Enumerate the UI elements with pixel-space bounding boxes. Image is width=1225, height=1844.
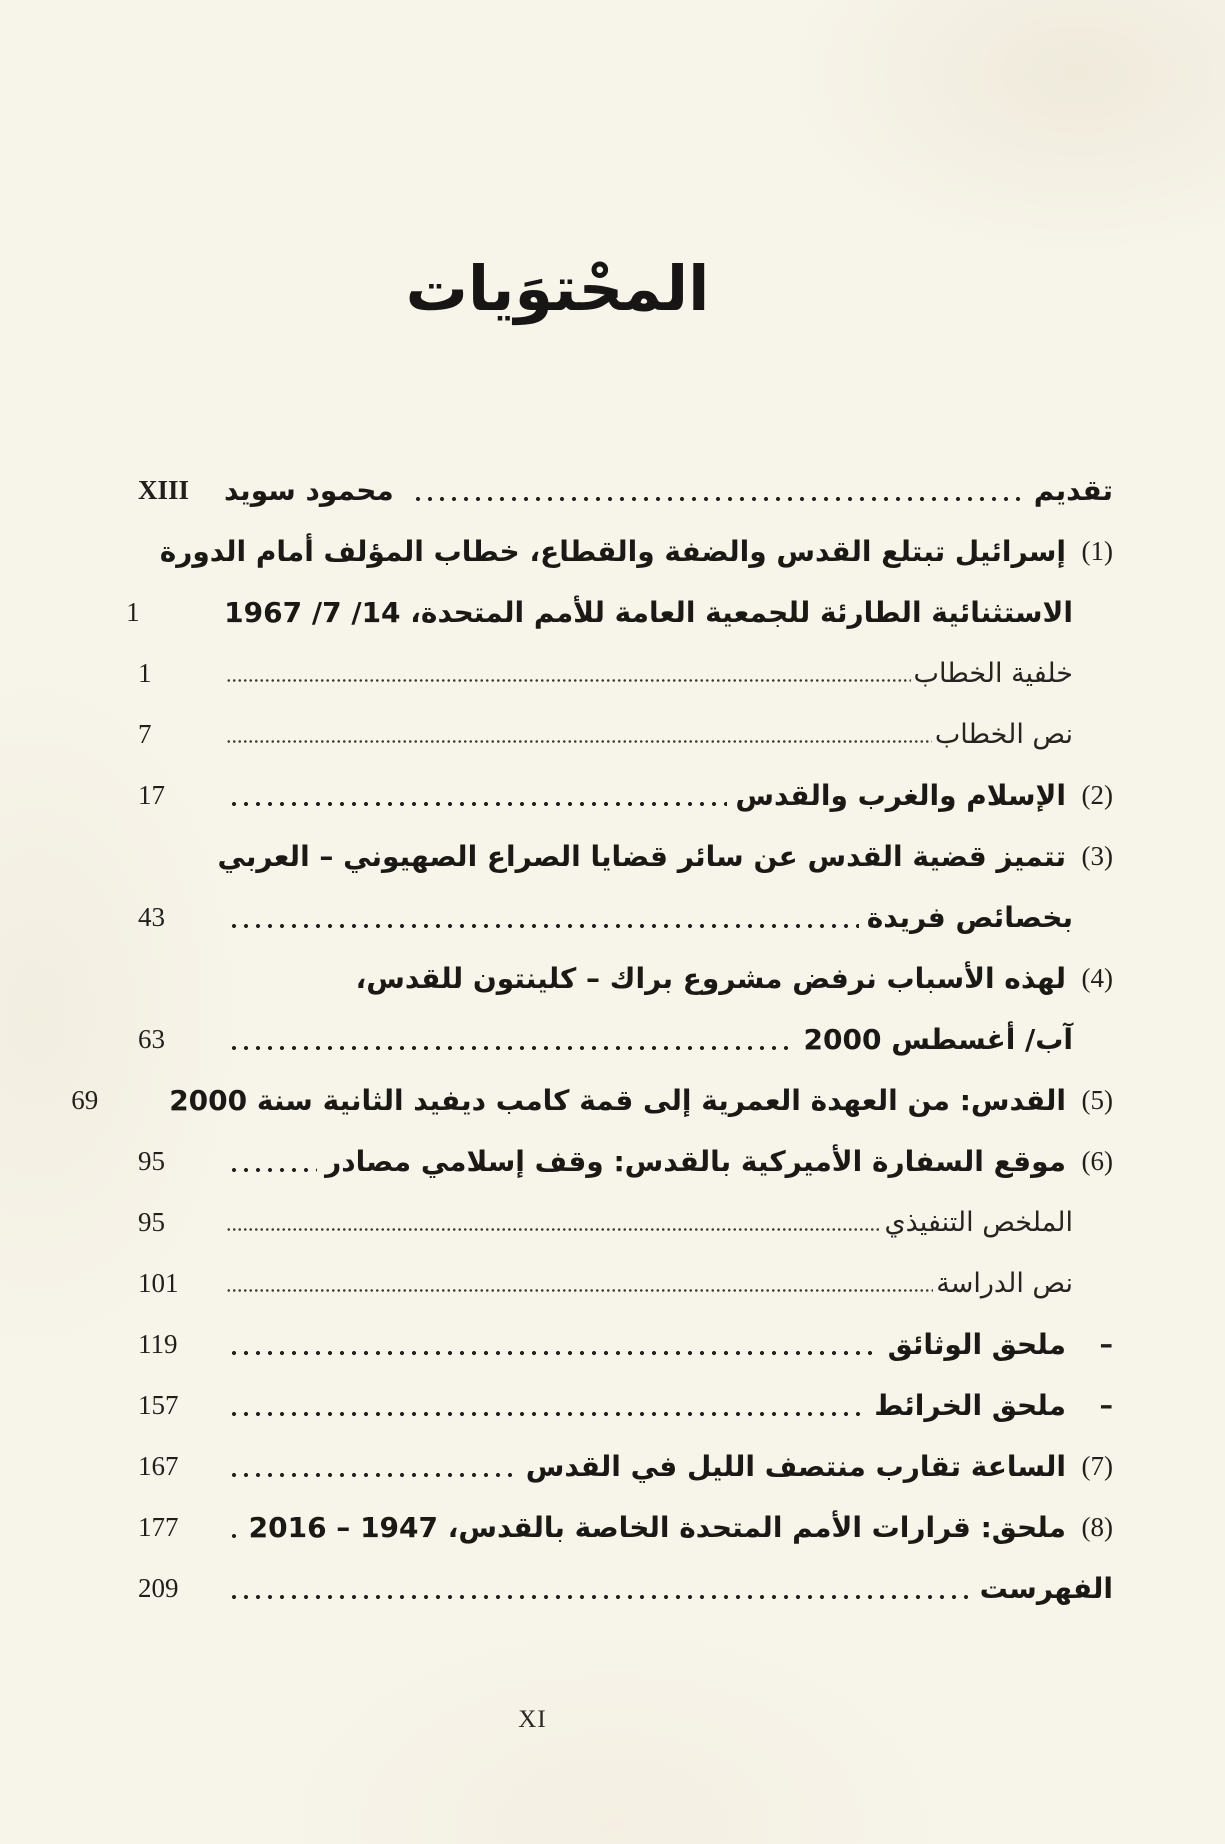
toc-row [126, 594, 1113, 631]
toc-row [138, 838, 1113, 875]
toc-item-title: نص الدراسة [936, 1268, 1073, 1299]
toc-item-title: موقع السفارة الأميركية بالقدس: وقف إسلامي مصادر [325, 1145, 1066, 1178]
toc-row [138, 1265, 1113, 1302]
page-title: المحْتوَيات [405, 252, 710, 325]
toc-item-page-number: 1 [138, 658, 152, 688]
leader-dots [228, 1455, 518, 1485]
toc-item-number: (6) [1081, 1146, 1113, 1176]
toc-item-number: (4) [1081, 963, 1113, 993]
toc-item-page-number: 209 [138, 1573, 179, 1603]
toc-row [138, 1509, 1113, 1546]
leader-dots [228, 1577, 972, 1607]
toc-item-page-number: 101 [138, 1268, 179, 1298]
toc-item-page-number: 177 [138, 1512, 179, 1542]
toc-item-page-number: 1 [126, 597, 140, 627]
toc-row [138, 1021, 1113, 1058]
toc-row [138, 1204, 1113, 1241]
toc-item-title: تتميز قضية القدس عن سائر قضايا الصراع الصهيوني – العربي [217, 840, 1066, 873]
toc-item-title: الملخص التنفيذي [884, 1207, 1073, 1238]
toc-item-page-number: 69 [71, 1085, 99, 1115]
leader-dots [226, 1211, 882, 1241]
leader-dots [228, 1516, 241, 1546]
toc-item-title: إسرائيل تبتلع القدس والضفة والقطاع، خطاب المؤلف أمام الدورة [159, 535, 1066, 568]
toc-row [138, 899, 1113, 936]
toc-row [138, 1326, 1113, 1363]
toc-row [138, 655, 1113, 692]
leader-dots [228, 1394, 866, 1424]
toc-row [138, 960, 1113, 997]
toc-item-title: الإسلام والغرب والقدس [735, 779, 1066, 812]
toc-item-page-number: 119 [138, 1329, 178, 1359]
toc-item-author: محمود سويد [224, 474, 394, 507]
toc-row [71, 1082, 1113, 1119]
toc-item-page-number: 157 [138, 1390, 179, 1420]
toc-item-page-number: 17 [138, 780, 165, 810]
leader-dots [228, 906, 859, 936]
leader-dots [228, 1150, 317, 1180]
toc-item-title: آب/ أغسطس 2000 [803, 1023, 1073, 1056]
toc-item-number: (1) [1081, 536, 1113, 566]
toc-item-number: (8) [1081, 1512, 1113, 1542]
leader-dots [412, 479, 1026, 509]
toc-item-page-number: 167 [138, 1451, 179, 1481]
toc-item-title: تقديم [1033, 474, 1113, 507]
toc-item-title: ملحق الخرائط [874, 1389, 1066, 1422]
toc-item-title: بخصائص فريدة [866, 901, 1073, 934]
leader-dots [228, 1028, 796, 1058]
toc-item-page-number: 95 [138, 1207, 165, 1237]
page-title-wrap [0, 252, 1170, 325]
toc-row [138, 1143, 1113, 1180]
page-footer [0, 1706, 1145, 1734]
toc-item-number: (2) [1081, 780, 1113, 810]
toc-item-page-number: 7 [138, 719, 152, 749]
toc-item-number: – [1099, 1390, 1113, 1421]
toc-item-page-number: XIII [138, 475, 190, 505]
leader-dots [228, 784, 727, 814]
toc-item-title: لهذه الأسباب نرفض مشروع براك – كلينتون للقدس، [355, 962, 1066, 995]
toc-row [138, 1570, 1113, 1607]
leader-dots [226, 1272, 933, 1302]
toc-item-page-number: 95 [138, 1146, 165, 1176]
leader-dots [226, 662, 911, 692]
toc-row [138, 1387, 1113, 1424]
toc-row [138, 777, 1113, 814]
toc-item-title: الاستثنائية الطارئة للجمعية العامة للأمم المتحدة، 14/ 7/ 1967 [224, 596, 1073, 629]
toc-item-title: ملحق الوثائق [887, 1328, 1066, 1361]
toc-item-number: (7) [1081, 1451, 1113, 1481]
toc-item-number: (5) [1081, 1085, 1113, 1115]
leader-dots [228, 1333, 880, 1363]
toc-item-title: القدس: من العهدة العمرية إلى قمة كامب ديفيد الثانية سنة 2000 [169, 1084, 1066, 1117]
toc-item-title: خلفية الخطاب [913, 658, 1073, 689]
table-of-contents [71, 472, 1113, 1631]
toc-row [138, 716, 1113, 753]
leader-dots [226, 723, 932, 753]
toc-item-number: – [1099, 1329, 1113, 1360]
toc-row [138, 533, 1113, 570]
toc-item-title: ملحق: قرارات الأمم المتحدة الخاصة بالقدس، 1947 – 2016 [248, 1511, 1066, 1544]
toc-item-number: (3) [1081, 841, 1113, 871]
toc-item-page-number: 43 [138, 902, 165, 932]
toc-item-title: الفهرست [979, 1572, 1113, 1605]
toc-item-title: نص الخطاب [934, 719, 1073, 750]
toc-row [138, 1448, 1113, 1485]
folio-page-number: XI [518, 1706, 547, 1733]
toc-item-title: الساعة تقارب منتصف الليل في القدس [525, 1450, 1066, 1483]
toc-row [138, 472, 1113, 509]
toc-item-page-number: 63 [138, 1024, 165, 1054]
